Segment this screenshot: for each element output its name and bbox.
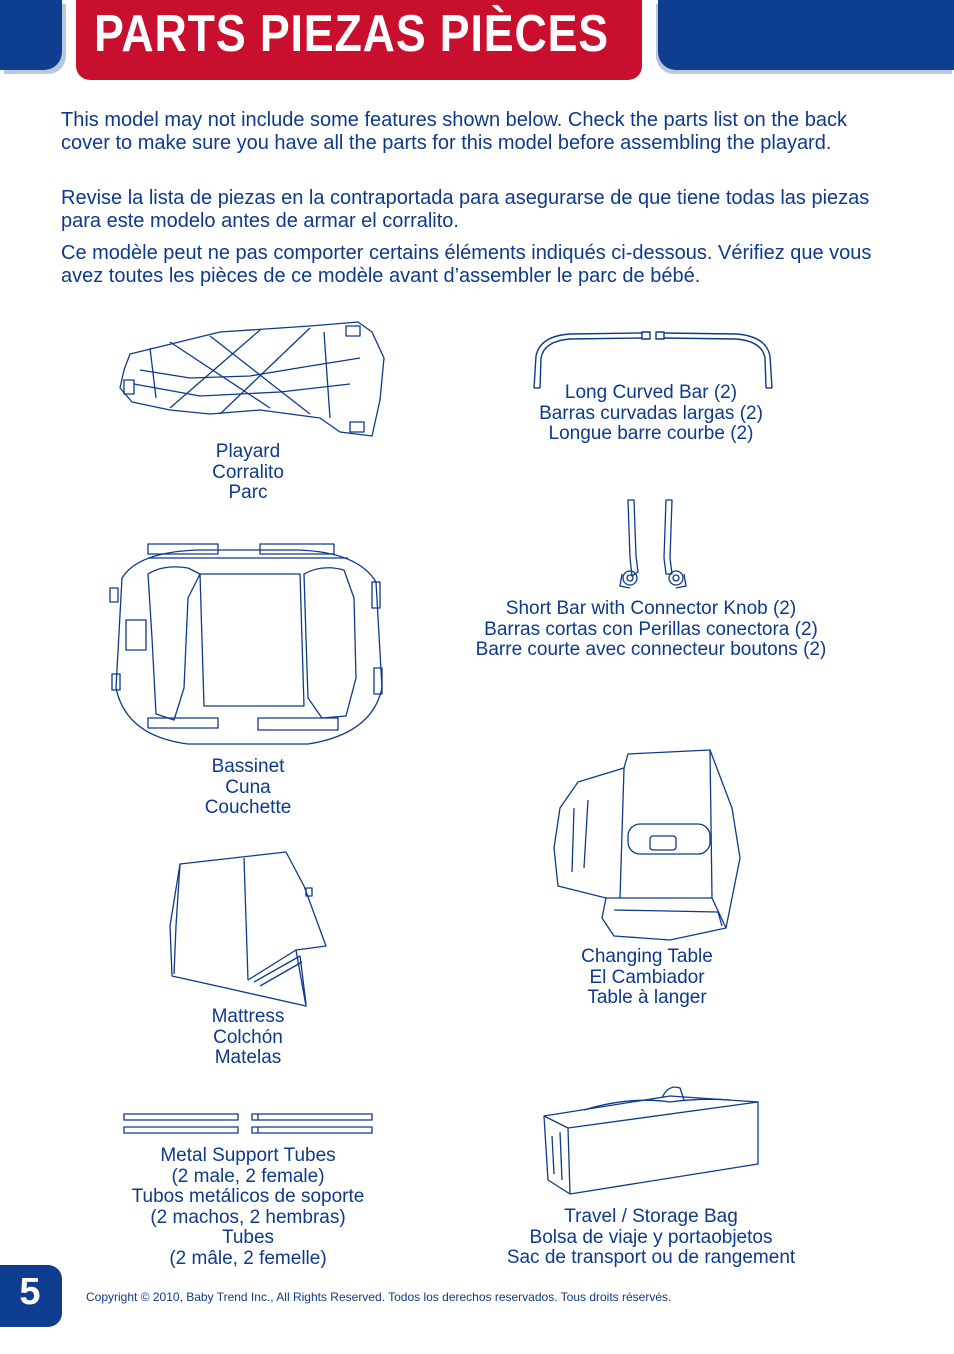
short-bar-illustration — [612, 496, 696, 592]
metal-tubes-label: Metal Support Tubes (2 male, 2 female) Tubos metálicos de soporte (2 machos, 2 hembras) Tubes (2 mâle, 2 femelle) — [131, 1145, 365, 1269]
mattress-label: Mattress Colchón Matelas — [211, 1006, 285, 1068]
travel-bag-illustration — [540, 1080, 766, 1200]
page-number: 5 — [19, 1271, 41, 1313]
copyright-notice: Copyright © 2010, Baby Trend Inc., All Rights Reserved. Todos los derechos reservados. Tous droits réservés. — [86, 1290, 672, 1304]
header-band-right — [658, 0, 954, 70]
bassinet-illustration — [108, 538, 386, 750]
changing-table-label: Changing Table El Cambiador Table à langer — [581, 946, 713, 1008]
playard-label: Playard Corralito Parc — [212, 441, 284, 503]
intro-spanish: Revise la lista de piezas en la contraportada para asegurarse de que tiene todas las piezas para este modelo antes de armar el corralito. — [61, 187, 870, 232]
header-band-left — [0, 0, 62, 70]
changing-table-illustration — [550, 748, 746, 944]
page-title: PARTS PIEZAS PIÈCES — [94, 5, 609, 63]
short-bar-label: Short Bar with Connector Knob (2) Barras cortas con Perillas conectora (2) Barre courte avec connecteur boutons (2) — [475, 598, 827, 660]
metal-tubes-illustration — [122, 1110, 374, 1136]
bassinet-label: Bassinet Cuna Couchette — [204, 756, 292, 818]
travel-bag-label: Travel / Storage Bag Bolsa de viaje y portaobjetos Sac de transport ou de rangement — [506, 1206, 796, 1268]
playard-illustration — [110, 318, 390, 442]
intro-english: This model may not include some features shown below. Check the parts list on the back cover to make sure you have all the parts for this model before assembling the playard. — [61, 109, 847, 154]
intro-french: Ce modèle peut ne pas comporter certains éléments indiqués ci-dessous. Vérifiez que vous avez toutes les pièces de ce modèle avant d’assembler le parc de bébé. — [61, 242, 872, 287]
mattress-illustration — [166, 846, 330, 1010]
long-curved-bar-label: Long Curved Bar (2) Barras curvadas largas (2) Longue barre courbe (2) — [539, 382, 763, 444]
